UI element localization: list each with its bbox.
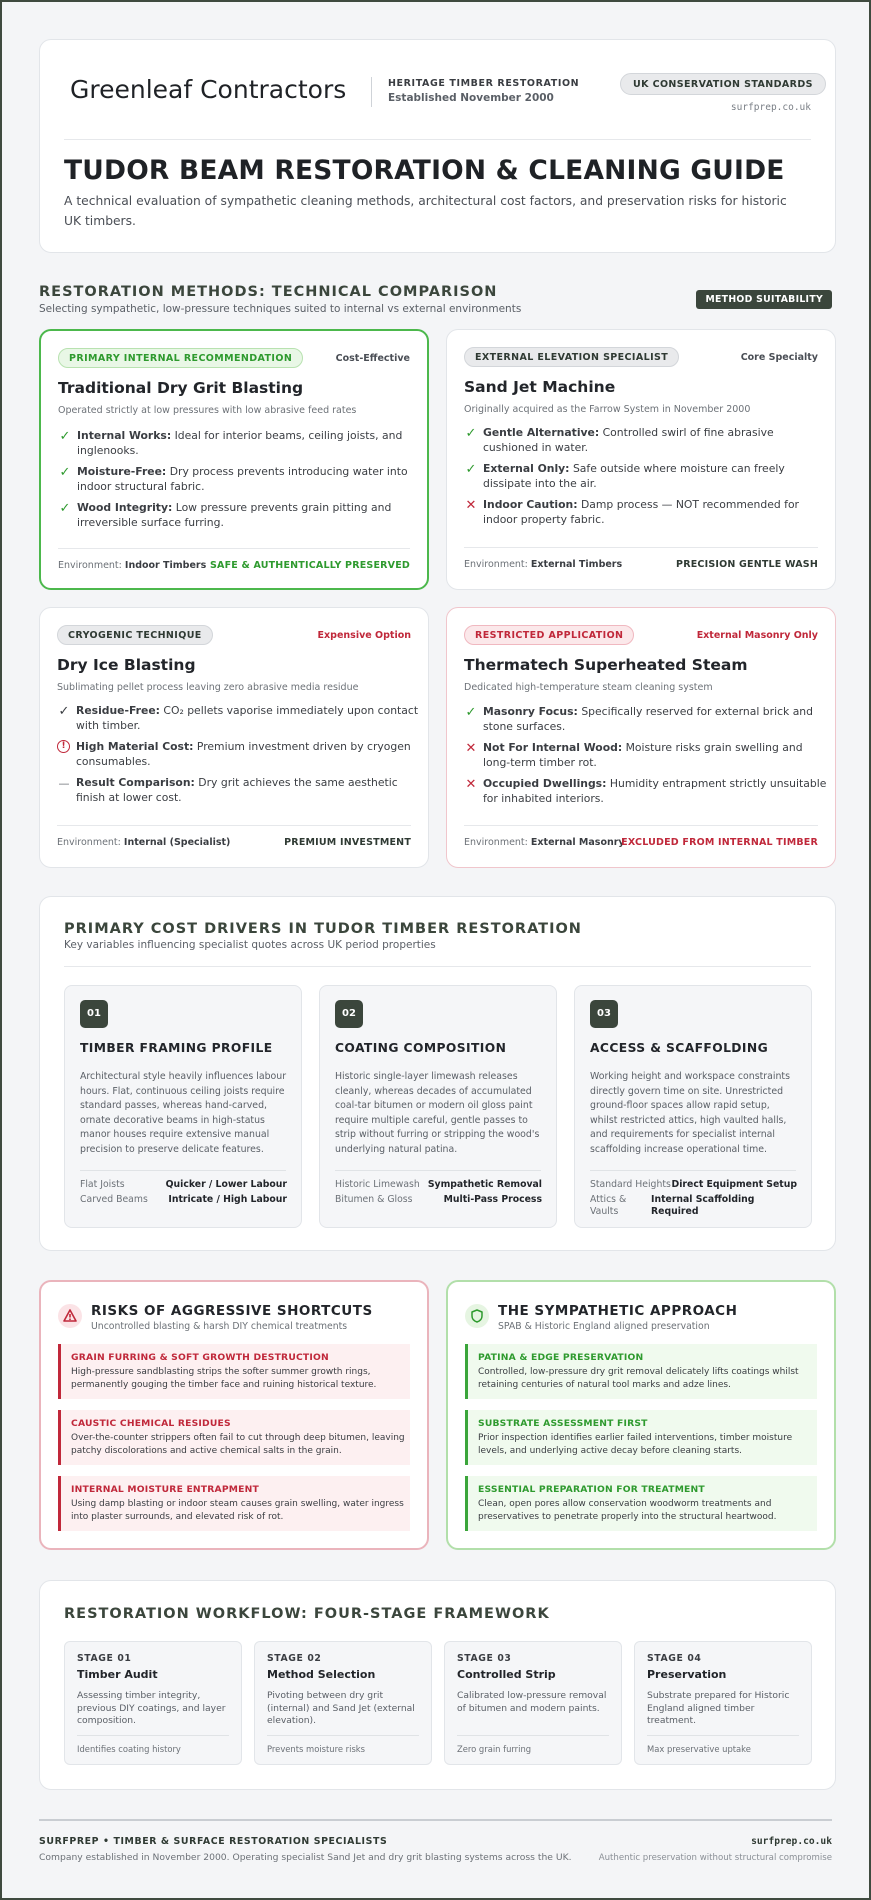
method-note: Cost-Effective xyxy=(335,353,410,364)
divider xyxy=(58,548,410,549)
method-title: Thermatech Superheated Steam xyxy=(464,656,748,674)
stage-description: Calibrated low-pressure removal of bitumen and modern paints. xyxy=(457,1690,607,1714)
cost-card-framing xyxy=(64,985,302,1228)
method-tag: RESTRICTED APPLICATION xyxy=(464,625,634,645)
method-result: PRECISION GENTLE WASH xyxy=(676,559,818,570)
check-icon: ✓ xyxy=(59,429,71,444)
cost-card-coating xyxy=(319,985,557,1228)
divider xyxy=(57,825,411,826)
cost-title: TIMBER FRAMING PROFILE xyxy=(80,1041,273,1055)
cost-row-value: Direct Equipment Setup xyxy=(671,1179,797,1190)
cost-row-value: Sympathetic Removal xyxy=(427,1179,542,1190)
cost-row-key: Carved Beams xyxy=(80,1194,148,1205)
method-note: Core Specialty xyxy=(740,352,818,363)
stage-description: Substrate prepared for Historic England aligned timber treatment. xyxy=(647,1690,790,1726)
cost-row-key: Attics & Vaults xyxy=(590,1194,627,1217)
workflow-card xyxy=(39,1580,836,1790)
alert-circle-icon: ! xyxy=(57,740,70,753)
cost-title: COATING COMPOSITION xyxy=(335,1041,507,1055)
cost-row-value: Quicker / Lower Labour xyxy=(165,1179,287,1190)
cross-icon: ✕ xyxy=(465,741,477,756)
check-icon: ✓ xyxy=(465,705,477,720)
method-subtitle: Dedicated high-temperature steam cleaning system xyxy=(464,682,713,693)
stage-footnote: Identifies coating history xyxy=(77,1744,181,1754)
stage-number: STAGE 01 xyxy=(77,1653,132,1664)
cost-description: Historic single-layer limewash releases cleanly, whereas decades of accumulated coal-tar bitumen or modern oil gloss paint require multiple careful, gentle passes to strip without furring or stripping the wood's underlying natural patina. xyxy=(335,1071,540,1155)
method-card-dry-grit xyxy=(39,329,429,590)
method-point: Not For Internal Wood: Moisture risks grain swelling and long-term timber rot. xyxy=(483,741,803,769)
risk-item xyxy=(58,1344,410,1399)
approach-item xyxy=(465,1476,817,1531)
check-icon: ✓ xyxy=(465,462,477,477)
cross-icon: ✕ xyxy=(465,498,477,513)
cost-row-value: Intricate / High Labour xyxy=(168,1194,287,1205)
stage-footnote: Max preservative uptake xyxy=(647,1744,751,1754)
method-result: SAFE & AUTHENTICALLY PRESERVED xyxy=(209,560,410,571)
method-point: Internal Works: Ideal for interior beams, ceiling joists, and inglenooks. xyxy=(77,429,403,457)
approach-item xyxy=(465,1410,817,1465)
divider xyxy=(267,1735,419,1736)
workflow-heading: RESTORATION WORKFLOW: FOUR-STAGE FRAMEWORK xyxy=(64,1606,550,1622)
cost-heading: PRIMARY COST DRIVERS IN TUDOR TIMBER RESTORATION xyxy=(64,921,582,937)
approach-heading: SUBSTRATE ASSESSMENT FIRST xyxy=(478,1418,648,1429)
risk-item xyxy=(58,1410,410,1465)
tagline: HERITAGE TIMBER RESTORATION xyxy=(388,78,580,89)
stage-footnote: Zero grain furring xyxy=(457,1744,532,1754)
method-note: External Masonry Only xyxy=(696,630,818,641)
approach-subtitle: SPAB & Historic England aligned preservation xyxy=(498,1321,710,1332)
methods-heading: RESTORATION METHODS: TECHNICAL COMPARISON xyxy=(39,284,498,300)
risk-text: Using damp blasting or indoor steam causes grain swelling, water ingress into plaster surrounds, and elevated risk of rot. xyxy=(71,1499,404,1522)
check-icon: ✓ xyxy=(59,501,71,516)
method-tag: PRIMARY INTERNAL RECOMMENDATION xyxy=(58,348,303,368)
method-result: PREMIUM INVESTMENT xyxy=(284,837,411,848)
method-card-dry-ice xyxy=(39,607,429,868)
established: Established November 2000 xyxy=(388,92,554,104)
stage-card xyxy=(634,1641,812,1765)
method-point: Residue-Free: CO₂ pellets vaporise immediately upon contact with timber. xyxy=(76,704,419,732)
footer-rule xyxy=(39,1819,832,1821)
method-point: External Only: Safe outside where moisture can freely dissipate into the air. xyxy=(483,462,785,490)
method-environment: Environment: External Masonry xyxy=(464,837,625,848)
approach-card xyxy=(446,1280,836,1550)
method-environment: Environment: Internal (Specialist) xyxy=(57,837,231,848)
page-intro: A technical evaluation of sympathetic cleaning methods, architectural cost factors, and preservation risks for historic UK timbers. xyxy=(64,194,787,228)
method-environment: Environment: Indoor Timbers xyxy=(58,560,207,571)
cost-description: Working height and workspace constraints directly govern time on site. Unrestricted ground-floor spaces allow rapid setup, whilst restricted attics, high vaulted halls, and requirements for specialist internal scaffolding increase operational time. xyxy=(590,1071,790,1155)
cost-row-value: Multi-Pass Process xyxy=(443,1194,542,1205)
method-point: High Material Cost: Premium investment driven by cryogen consumables. xyxy=(76,740,411,768)
stage-title: Method Selection xyxy=(267,1668,376,1681)
method-title: Traditional Dry Grit Blasting xyxy=(58,379,304,397)
check-icon: ✓ xyxy=(59,465,71,480)
divider xyxy=(464,825,818,826)
cost-number: 03 xyxy=(590,1000,618,1028)
approach-text: Clean, open pores allow conservation woodworm treatments and preservatives to penetrate properly into the structural heartwood. xyxy=(478,1499,777,1522)
conservation-badge: UK CONSERVATION STANDARDS xyxy=(620,73,826,95)
cost-number: 02 xyxy=(335,1000,363,1028)
divider xyxy=(590,1170,796,1171)
page-title: TUDOR BEAM RESTORATION & CLEANING GUIDE xyxy=(64,155,785,186)
header-site[interactable]: surfprep.co.uk xyxy=(730,102,811,113)
footer-site[interactable]: surfprep.co.uk xyxy=(751,1836,832,1847)
method-title: Dry Ice Blasting xyxy=(57,656,196,674)
risk-text: High-pressure sandblasting strips the softer summer growth rings, permanently gouging the timber face and ruining historical texture. xyxy=(71,1367,377,1390)
warning-icon xyxy=(58,1304,82,1328)
method-subtitle: Sublimating pellet process leaving zero abrasive media residue xyxy=(57,682,359,693)
risks-subtitle: Uncontrolled blasting & harsh DIY chemical treatments xyxy=(91,1321,348,1332)
risks-card xyxy=(39,1280,429,1550)
divider xyxy=(464,547,818,548)
cost-number: 01 xyxy=(80,1000,108,1028)
cross-icon: ✕ xyxy=(465,777,477,792)
risk-item xyxy=(58,1476,410,1531)
header-rule xyxy=(64,139,811,140)
cost-row-key: Historic Limewash xyxy=(335,1179,420,1190)
cost-row-key: Bitumen & Gloss xyxy=(335,1194,413,1205)
methods-subheading: Selecting sympathetic, low-pressure techniques suited to internal vs external environments xyxy=(39,303,522,315)
risk-text: Over-the-counter strippers often fail to cut through deep bitumen, leaving patchy discolorations and active chemical salts in the grain. xyxy=(71,1433,405,1456)
stage-title: Controlled Strip xyxy=(457,1668,556,1681)
divider xyxy=(457,1735,609,1736)
method-point: Gentle Alternative: Controlled swirl of fine abrasive cushioned in water. xyxy=(483,426,774,454)
method-point: Indoor Caution: Damp process — NOT recommended for indoor property fabric. xyxy=(483,498,799,526)
approach-heading: PATINA & EDGE PRESERVATION xyxy=(478,1352,644,1363)
method-point: Occupied Dwellings: Humidity entrapment strictly unsuitable for inhabited interiors. xyxy=(483,777,827,805)
method-point: Masonry Focus: Specifically reserved for external brick and stone surfaces. xyxy=(483,705,814,733)
method-card-sand-jet xyxy=(446,329,836,590)
cost-row-value: Internal Scaffolding Required xyxy=(651,1194,755,1217)
shield-icon xyxy=(465,1304,489,1328)
check-icon: ✓ xyxy=(465,426,477,441)
header-divider xyxy=(371,77,372,107)
risk-heading: GRAIN FURRING & SOFT GROWTH DESTRUCTION xyxy=(71,1352,329,1363)
method-note: Expensive Option xyxy=(317,630,411,641)
method-environment: Environment: External Timbers xyxy=(464,559,623,570)
divider xyxy=(77,1735,229,1736)
cost-row-key: Standard Heights xyxy=(590,1179,671,1190)
header-card xyxy=(39,39,836,253)
approach-text: Prior inspection identifies earlier failed interventions, timber moisture levels, and underlying active decay before cleaning starts. xyxy=(478,1433,793,1456)
method-subtitle: Operated strictly at low pressures with low abrasive feed rates xyxy=(58,405,357,416)
method-card-steam xyxy=(446,607,836,868)
method-tag: CRYOGENIC TECHNIQUE xyxy=(57,625,213,645)
divider xyxy=(80,1170,286,1171)
cost-row-key: Flat Joists xyxy=(80,1179,125,1190)
stage-description: Assessing timber integrity, previous DIY coatings, and layer composition. xyxy=(77,1690,226,1726)
cost-card-access xyxy=(574,985,812,1228)
risks-title: RISKS OF AGGRESSIVE SHORTCUTS xyxy=(91,1303,373,1319)
method-tag: EXTERNAL ELEVATION SPECIALIST xyxy=(464,347,679,367)
company-name: Greenleaf Contractors xyxy=(70,75,347,104)
stage-number: STAGE 02 xyxy=(267,1653,322,1664)
stage-card xyxy=(444,1641,622,1765)
approach-heading: ESSENTIAL PREPARATION FOR TREATMENT xyxy=(478,1484,705,1495)
stage-card xyxy=(64,1641,242,1765)
method-point: Wood Integrity: Low pressure prevents grain pitting and irreversible surface furring. xyxy=(77,501,392,529)
check-icon: ✓ xyxy=(58,704,70,719)
stage-number: STAGE 04 xyxy=(647,1653,702,1664)
cost-drivers-card xyxy=(39,896,836,1251)
dash-icon: — xyxy=(58,777,70,790)
stage-number: STAGE 03 xyxy=(457,1653,512,1664)
stage-footnote: Prevents moisture risks xyxy=(267,1744,366,1754)
divider xyxy=(64,966,811,967)
footer-note: Company established in November 2000. Operating specialist Sand Jet and dry grit blasting systems across the UK. xyxy=(39,1852,572,1863)
stage-title: Timber Audit xyxy=(77,1668,158,1681)
stage-card xyxy=(254,1641,432,1765)
approach-title: THE SYMPATHETIC APPROACH xyxy=(498,1303,738,1319)
approach-item xyxy=(465,1344,817,1399)
method-suitability-badge: METHOD SUITABILITY xyxy=(696,290,832,309)
cost-subheading: Key variables influencing specialist quotes across UK period properties xyxy=(64,939,436,951)
stage-title: Preservation xyxy=(647,1668,727,1681)
method-point: Moisture-Free: Dry process prevents introducing water into indoor structural fabric. xyxy=(77,465,408,493)
method-result: EXCLUDED FROM INTERNAL TIMBER xyxy=(621,837,818,848)
risk-heading: CAUSTIC CHEMICAL RESIDUES xyxy=(71,1418,231,1429)
approach-text: Controlled, low-pressure dry grit removal delicately lifts coatings whilst retaining centuries of natural tool marks and adze lines. xyxy=(478,1367,799,1390)
method-point: Result Comparison: Dry grit achieves the same aesthetic finish at lower cost. xyxy=(76,776,398,804)
method-subtitle: Originally acquired as the Farrow System in November 2000 xyxy=(464,404,751,415)
footer-brand: SURFPREP • TIMBER & SURFACE RESTORATION SPECIALISTS xyxy=(39,1836,388,1847)
divider xyxy=(647,1735,799,1736)
stage-description: Pivoting between dry grit (internal) and Sand Jet (external elevation). xyxy=(267,1690,415,1726)
method-title: Sand Jet Machine xyxy=(464,378,616,396)
divider xyxy=(335,1170,541,1171)
cost-title: ACCESS & SCAFFOLDING xyxy=(590,1041,769,1055)
footer-motto: Authentic preservation without structural compromise xyxy=(598,1853,832,1863)
cost-description: Architectural style heavily influences labour hours. Flat, continuous ceiling joists require standard passes, whereas hand-carved, ornate decorative beams in high-status manor houses require extensive manual precision to preserve delicate features. xyxy=(80,1071,287,1155)
risk-heading: INTERNAL MOISTURE ENTRAPMENT xyxy=(71,1484,259,1495)
